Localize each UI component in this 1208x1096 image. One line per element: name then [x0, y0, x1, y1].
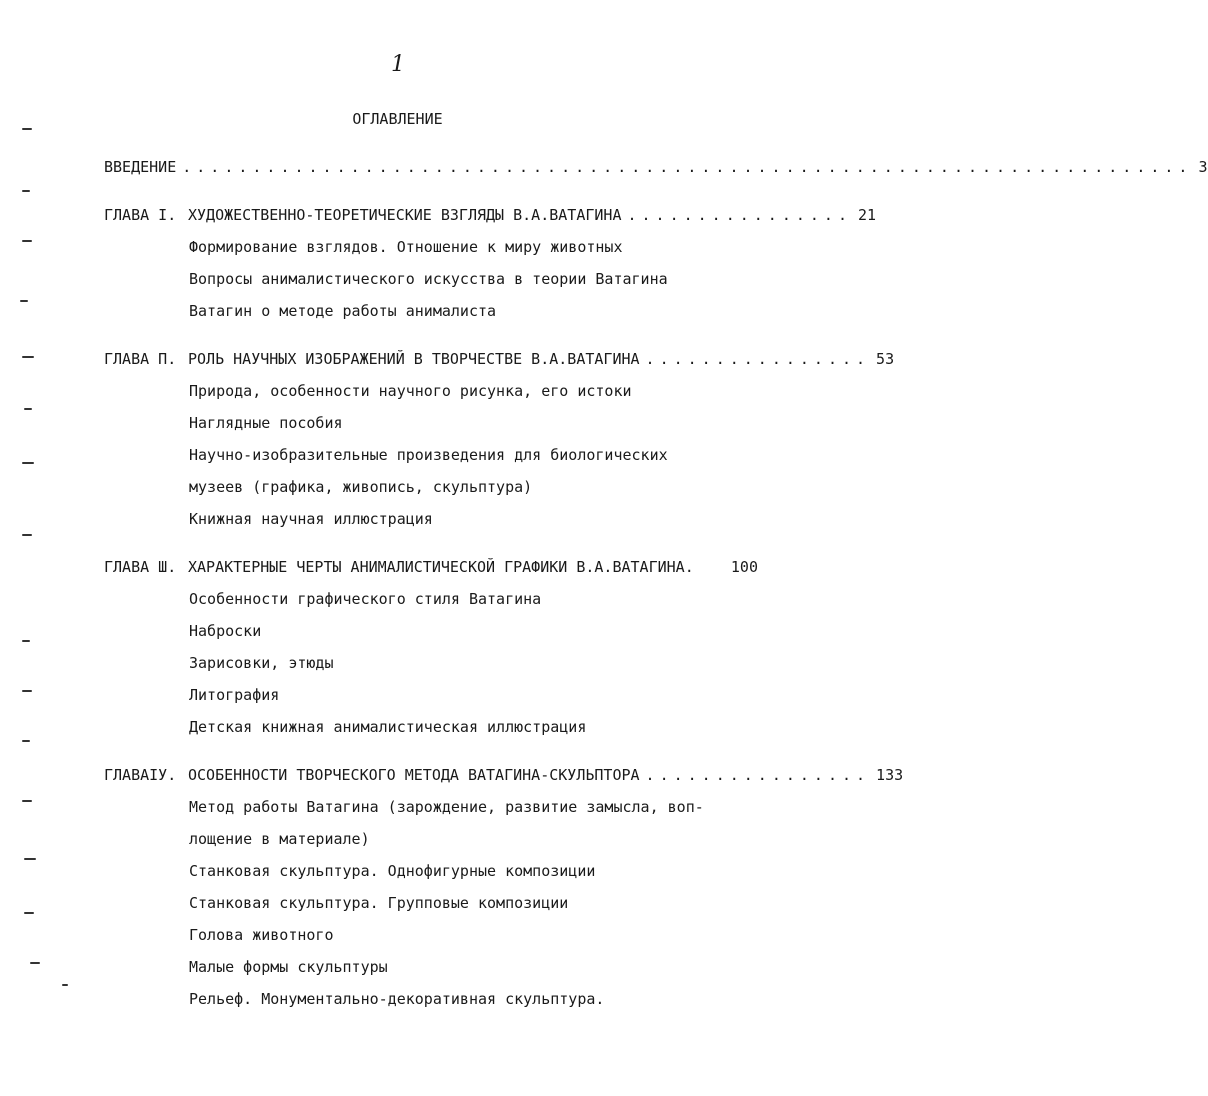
binding-mark: [22, 240, 32, 242]
chapter-3-page: 100: [730, 558, 758, 576]
chapter-4-item: Станковая скульптура. Групповые композиции: [189, 894, 569, 912]
chapter-4-item: лощение в материале): [189, 830, 370, 848]
chapter-4-item: Голова животного: [189, 926, 334, 944]
binding-mark: [24, 858, 36, 860]
toc-intro-line: [104, 158, 1208, 176]
leader-dots: ................: [627, 206, 852, 224]
chapter-4-item: Рельеф. Монументально-декоративная скульптура.: [189, 990, 605, 1008]
chapter-3-item: Литография: [189, 686, 280, 704]
chapter-3-number: ГЛАВА Ш.: [104, 558, 177, 576]
chapter-2-number: ГЛАВА П.: [104, 350, 177, 368]
toc-chapter-3-line: [104, 558, 758, 576]
page-number: 1: [391, 52, 405, 77]
chapter-1-item: Формирование взглядов. Отношение к миру животных: [189, 238, 623, 256]
binding-mark: [30, 962, 40, 964]
binding-mark: [22, 640, 30, 642]
binding-mark: [22, 690, 32, 692]
binding-mark: [20, 300, 28, 302]
leader-dots: ................: [645, 350, 871, 368]
chapter-4-item: Метод работы Ватагина (зарождение, развитие замысла, воп-: [189, 798, 704, 816]
chapter-3-item: Наброски: [189, 622, 262, 640]
binding-mark: [22, 462, 34, 464]
page-title: ОГЛАВЛЕНИЕ: [352, 110, 443, 128]
chapter-1-page: 21: [857, 206, 877, 224]
binding-mark: [62, 984, 68, 986]
chapter-3-item: Детская книжная анималистическая иллюстрация: [189, 718, 587, 736]
toc-chapter-4-line: [104, 766, 904, 784]
binding-mark: [22, 800, 32, 802]
chapter-1-number: ГЛАВА I.: [104, 206, 177, 224]
binding-mark: [22, 190, 30, 192]
chapter-4-number: ГЛАВАIУ.: [104, 766, 177, 784]
chapter-3-title: ХАРАКТЕРНЫЕ ЧЕРТЫ АНИМАЛИСТИЧЕСКОЙ ГРАФИКИ В.А.ВАТАГИНА.: [188, 558, 694, 576]
chapter-2-item: музеев (графика, живопись, скульптура): [189, 478, 533, 496]
binding-mark: [24, 912, 34, 914]
chapter-2-item: Природа, особенности научного рисунка, его истоки: [189, 382, 632, 400]
toc-intro-label: ВВЕДЕНИЕ: [104, 158, 177, 176]
chapter-2-item: Наглядные пособия: [189, 414, 343, 432]
chapter-4-page: 133: [876, 766, 904, 784]
binding-mark: [22, 128, 32, 130]
chapter-4-title: ОСОБЕННОСТИ ТВОРЧЕСКОГО МЕТОДА ВАТАГИНА-СКУЛЬПТОРА: [188, 766, 640, 784]
toc-intro-page: 3: [1198, 158, 1208, 176]
chapter-2-title: РОЛЬ НАУЧНЫХ ИЗОБРАЖЕНИЙ В ТВОРЧЕСТВЕ В.А.ВАТАГИНА: [188, 350, 640, 368]
binding-mark: [24, 408, 32, 410]
chapter-2-item: Научно-изобразительные произведения для биологических: [189, 446, 668, 464]
binding-mark: [22, 740, 30, 742]
chapter-1-item: Вопросы анималистического искусства в теории Ватагина: [189, 270, 668, 288]
chapter-2-page: 53: [876, 350, 895, 368]
chapter-3-item: Особенности графического стиля Ватагина: [189, 590, 542, 608]
toc-chapter-1-line: [104, 206, 877, 224]
chapter-4-item: Станковая скульптура. Однофигурные композиции: [189, 862, 596, 880]
chapter-1-item: Ватагин о методе работы анималиста: [189, 302, 497, 320]
leader-dots: ........................................................................: [182, 158, 1193, 176]
chapter-4-item: Малые формы скульптуры: [189, 958, 388, 976]
leader-dots: ................: [645, 766, 871, 784]
binding-mark: [22, 356, 34, 358]
chapter-1-title: ХУДОЖЕСТВЕННО-ТЕОРЕТИЧЕСКИЕ ВЗГЛЯДЫ В.А.ВАТАГИНА: [188, 206, 622, 224]
chapter-2-item: Книжная научная иллюстрация: [189, 510, 433, 528]
chapter-3-item: Зарисовки, этюды: [189, 654, 334, 672]
toc-chapter-2-line: [104, 350, 895, 368]
binding-mark: [22, 534, 32, 536]
